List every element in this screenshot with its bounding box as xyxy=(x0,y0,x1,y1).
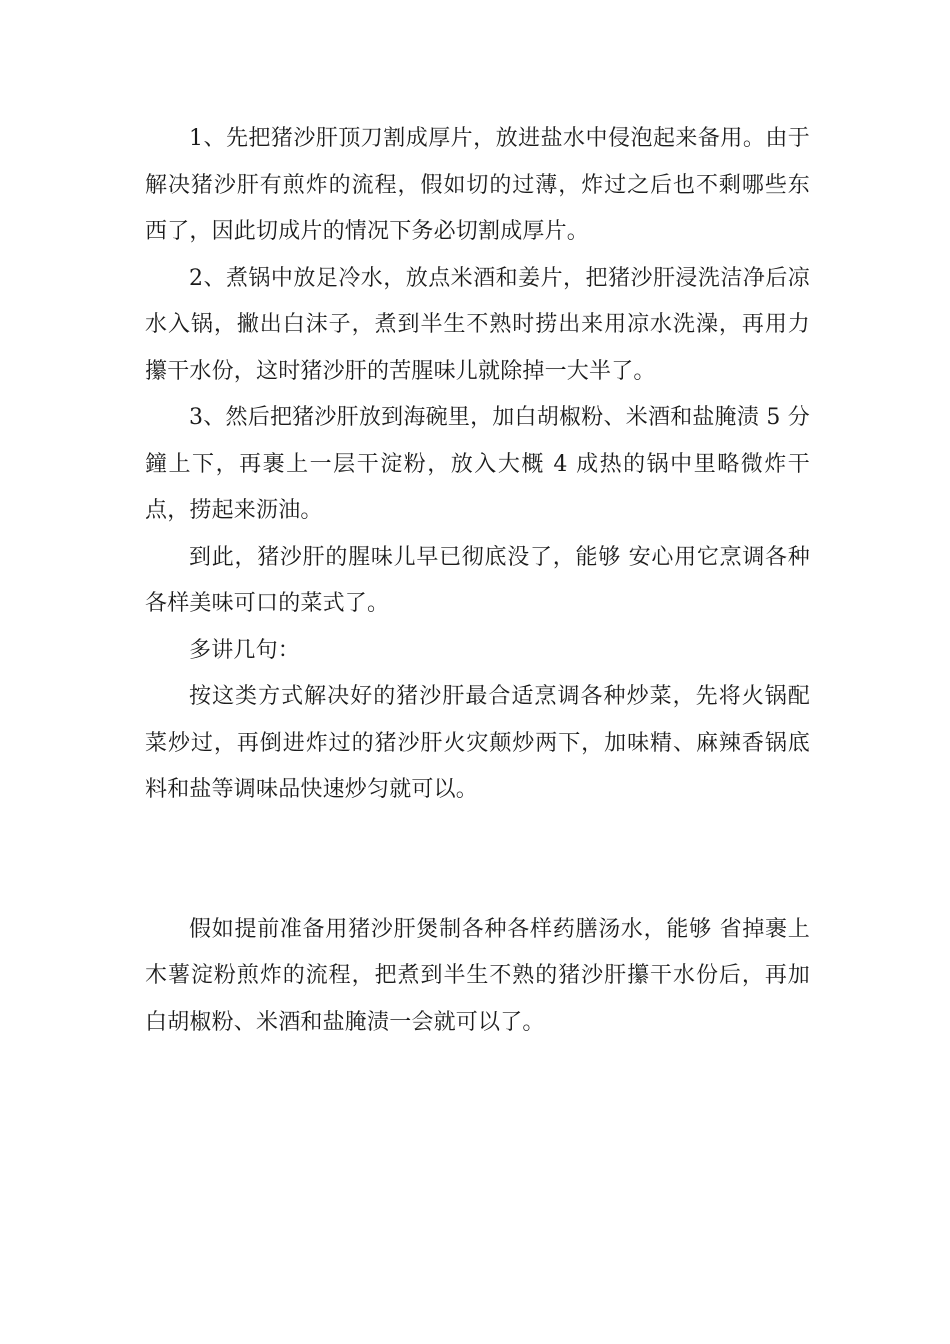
step-3-paragraph: 3、然后把猪沙肝放到海碗里，加白胡椒粉、米酒和盐腌渍 5 分鐘上下，再裹上一层干淀粉，放入大概 4 成热的锅中里略微炸干点，捞起来沥油。 xyxy=(145,405,810,523)
stir-fry-tip-paragraph: 按这类方式解决好的猪沙肝最合适烹调各种炒菜，先将火锅配菜炒过，再倒进炸过的猪沙肝火灾颠炒两下，加味精、麻辣香锅底料和盐等调味品快速炒匀就可以。 xyxy=(145,684,810,802)
step-1-paragraph: 1、先把猪沙肝顶刀割成厚片，放进盐水中侵泡起来备用。由于解决猪沙肝有煎炸的流程，假如切的过薄，炸过之后也不剩哪些东西了，因此切成片的情况下务必切割成厚片。 xyxy=(145,126,810,244)
summary-paragraph: 到此，猪沙肝的腥味儿早已彻底没了，能够 安心用它烹调各种各样美味可口的菜式了。 xyxy=(145,544,810,616)
document-body xyxy=(145,116,810,1046)
extra-tips-heading: 多讲几句： xyxy=(189,637,301,663)
blank-spacer xyxy=(145,814,810,907)
step-2-paragraph: 2、煮锅中放足冷水，放点米酒和姜片，把猪沙肝浸洗洁净后凉水入锅，撇出白沫子，煮到半生不熟时捞出来用凉水洗澡，再用力攥干水份，这时猪沙肝的苦腥味儿就除掉一大半了。 xyxy=(145,265,810,384)
soup-tip-paragraph: 假如提前准备用猪沙肝煲制各种各样药膳汤水，能够 省掉裹上木薯淀粉煎炸的流程，把煮到半生不熟的猪沙肝攥干水份后，再加白胡椒粉、米酒和盐腌渍一会就可以了。 xyxy=(145,916,810,1035)
